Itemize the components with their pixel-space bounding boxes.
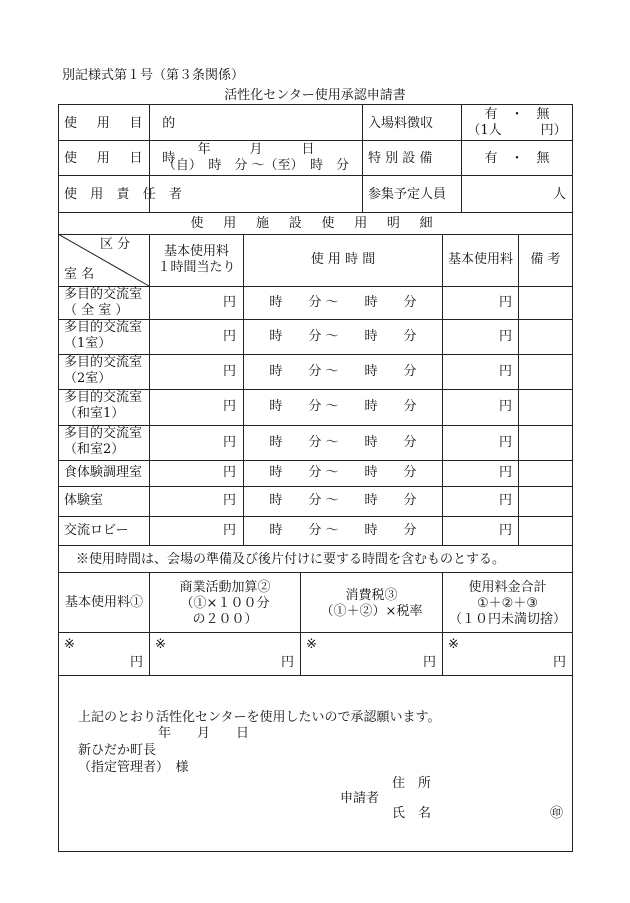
totals-h4-line2: ①＋②＋③	[477, 596, 538, 611]
attendees-label: 参集予定人員	[368, 187, 447, 202]
col-time: 使 用 時 間	[310, 252, 376, 267]
base-fee2-yen: 円	[498, 399, 512, 414]
manager-label: 使 用 責 任 者	[64, 187, 187, 202]
name-label: 氏 名	[392, 806, 432, 821]
base-fee-yen: 円	[222, 294, 236, 310]
base-fee-yen: 円	[222, 465, 236, 480]
total2-mark: ※	[155, 637, 166, 652]
base-fee2-yen: 円	[498, 294, 512, 310]
totals-h4-line1: 使用料金合計	[468, 580, 547, 595]
addressee-manager: （指定管理者） 様	[78, 760, 189, 775]
base-fee2-yen: 円	[498, 434, 512, 450]
room-name-sub: （和室2）	[64, 442, 125, 457]
fee-per-person: （1人 円）	[467, 123, 567, 138]
applicant-label: 申請者	[340, 791, 380, 806]
declaration-date: 年 月 日	[158, 726, 250, 741]
usage-time: 時 分 ～ 時 分	[269, 522, 417, 538]
base-fee-yen: 円	[222, 522, 236, 538]
total4-yen: 円	[552, 655, 566, 670]
totals-h2-line1: 商業活動加算②	[179, 580, 271, 595]
room-name: 交流ロビー	[64, 522, 129, 538]
col-basefee-line2: １時間当たり	[157, 260, 236, 275]
total1-mark: ※	[64, 637, 75, 652]
room-name: 食体験調理室	[64, 465, 143, 480]
room-name: 多目的交流室	[64, 320, 143, 335]
fee-label: 入場料徴収	[368, 116, 434, 131]
base-fee2-yen: 円	[498, 465, 512, 480]
base-fee-yen: 円	[222, 363, 236, 379]
date-range: （自） 時 分 ～（至） 時 分	[162, 158, 350, 173]
room-name: 多目的交流室	[64, 390, 143, 405]
total1-yen: 円	[129, 655, 143, 670]
purpose-label: 使 用 目 的	[64, 116, 183, 131]
address-label: 住 所	[392, 776, 432, 791]
detail-heading: 使 用 施 設 使 用 明 細	[190, 216, 441, 231]
col-room: 室 名	[64, 267, 95, 282]
usage-time: 時 分 ～ 時 分	[269, 434, 417, 450]
form-reference: 別記様式第１号（第３条関係）	[62, 68, 245, 83]
room-name: 多目的交流室	[64, 287, 143, 302]
base-fee-yen: 円	[222, 434, 236, 450]
totals-h2-line2: （①×１００分	[180, 596, 270, 611]
totals-h3-line2: （①＋②）×税率	[320, 604, 423, 619]
usage-time: 時 分 ～ 時 分	[269, 399, 417, 414]
base-fee2-yen: 円	[498, 522, 512, 538]
base-fee-yen: 円	[222, 399, 236, 414]
usage-time: 時 分 ～ 時 分	[269, 363, 417, 379]
fee-options: 有 ・ 無	[484, 107, 550, 122]
base-fee-yen: 円	[222, 493, 236, 508]
date-label: 使 用 日 時	[64, 151, 183, 166]
usage-time: 時 分 ～ 時 分	[269, 328, 417, 344]
total3-yen: 円	[422, 655, 436, 670]
totals-h4-line3: （１０円未満切捨）	[448, 612, 566, 627]
room-name-sub: （ 全 室 ）	[64, 303, 129, 318]
room-name-sub: （1室）	[64, 336, 112, 351]
base-fee2-yen: 円	[498, 328, 512, 344]
room-name-sub: （2室）	[64, 371, 112, 386]
equipment-options: 有 ・ 無	[484, 151, 550, 166]
form-title: 活性化センター使用承認申請書	[224, 88, 406, 103]
total2-yen: 円	[280, 655, 294, 670]
totals-h1: 基本使用料①	[64, 595, 143, 610]
attendees-unit: 人	[552, 187, 566, 202]
room-name-sub: （和室1）	[64, 406, 125, 421]
total4-mark: ※	[448, 637, 459, 652]
declaration-text: 上記のとおり活性化センターを使用したいので承認願います。	[78, 710, 441, 725]
totals-h3-line1: 消費税③	[345, 588, 398, 603]
base-fee2-yen: 円	[498, 363, 512, 379]
usage-time: 時 分 ～ 時 分	[269, 465, 417, 480]
usage-time: 時 分 ～ 時 分	[269, 294, 417, 310]
totals-h2-line3: の２００）	[192, 612, 258, 627]
col-basefee-line1: 基本使用料	[163, 244, 229, 259]
addressee-name: 新ひだか町長	[78, 743, 157, 758]
room-name: 体験室	[64, 493, 104, 508]
room-name: 多目的交流室	[64, 355, 143, 370]
usage-time: 時 分 ～ 時 分	[269, 493, 417, 508]
col-basefee2: 基本使用料	[447, 252, 513, 267]
seal-mark: ㊞	[550, 806, 564, 821]
col-category: 区 分	[100, 237, 131, 252]
date-ymd: 年 月 日	[197, 142, 315, 157]
col-remarks: 備 考	[530, 252, 561, 267]
equipment-label: 特 別 設 備	[368, 151, 433, 166]
room-name: 多目的交流室	[64, 426, 143, 441]
base-fee2-yen: 円	[498, 493, 512, 508]
usage-note: ※使用時間は、会場の準備及び後片付けに要する時間を含むものとする。	[76, 552, 506, 567]
base-fee-yen: 円	[222, 328, 236, 344]
total3-mark: ※	[306, 637, 317, 652]
